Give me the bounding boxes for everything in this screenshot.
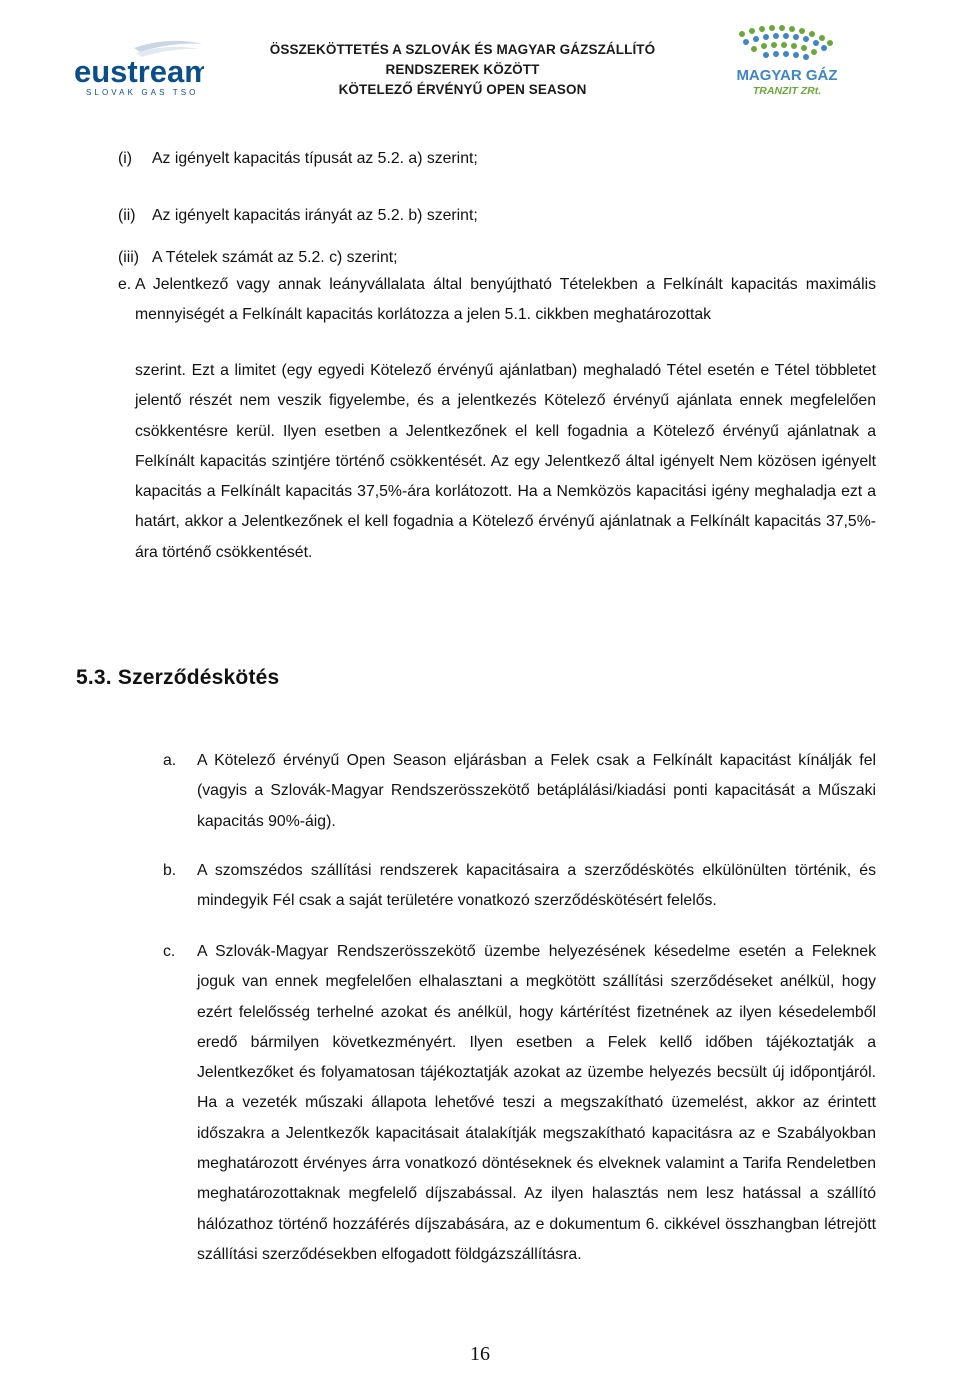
- list-item-text: A Tételek számát az 5.2. c) szerint;: [152, 249, 398, 266]
- item-e-continuation: szerint. Ezt a limitet (egy egyedi Kötelező érvényű ajánlatban) meghaladó Tétel esetén e Tétel többletet jelentő részét nem veszik figyelembe, és a jelentkezés Kötelező érvényű ajánlata ennek megfelelően csökkentésre kerül. Ilyen esetben a Jelentkezőnek el kell fogadnia a Kötelező érvényű ajánlatnak a Felkínált kapacitás szintjére történő csökkentését. Az egy Jelentkező által igényelt Nem közösen igényelt kapacitás a Felkínált kapacitás 37,5%-ára korlátozott. Ha a Nemközös kapacitási igény meghaladja ezt a határt, akkor a Jelentkezőnek el kell fogadnia a Kötelező érvényű ajánlatnak a Felkínált kapacitás 37,5%-ára történő csökkentését.: [135, 362, 876, 561]
- list-item-text: Az igényelt kapacitás típusát az 5.2. a) szerint;: [152, 150, 478, 167]
- section-item-text: A Kötelező érvényű Open Season eljárásban a Felek csak a Felkínált kapacitást kínálják fel (vagyis a Szlovák-Magyar Rendszerösszekötő betáplálási/kiadási ponti kapacitását a Műszaki kapacitás 90%-áig).: [197, 752, 876, 830]
- section-item-text: A Szlovák-Magyar Rendszerösszekötő üzembe helyezésének késedelme esetén a Feleknek joguk van ennek megfelelően elhalasztani a megkötött szállítási szerződéseket anélkül, hogy ezért felelősség terhelné azokat és anélkül, hogy kártérítést fizetnének az ilyen késedelemből eredő bármilyen következményért. Ilyen esetben a Felek kellő időben tájékoztatják a Jelentkezőket és folyamatosan tájékoztatják azokat az üzembe helyezés becsült új időpontjáról. Ha a vezeték műszaki állapota lehetővé teszi a megszakítható üzemelést, akkor az érintett időszakra a Jelentkezők kapacitásait átalakítják megszakítható kapacitásra az e Szabályokban meghatározott érvényes árra vonatkozó döntéseknek és elveknek valamint a Tarifa Rendeletben meghatározottaknak megfelelő díjszabással. Az ilyen halasztás nem lesz hatással a szállító hálózathoz történő hozzáférés díjszabására, az e dokumentum 6. cikkével összhangban létrejött szállítási szerződésekben elfogadott földgázszállításra.: [197, 943, 876, 1263]
- item-e-label: e.: [118, 276, 132, 293]
- section-item-text: A szomszédos szállítási rendszerek kapacitásaira a szerződéskötés elkülönülten történik, és mindegyik Fél csak a saját területére vonatkozó szerződéskötésért felelős.: [197, 862, 876, 910]
- page-header: [0, 0, 960, 110]
- page-number: 16: [470, 1343, 490, 1365]
- section-item-label: b.: [163, 862, 177, 879]
- list-item-label: (i): [118, 150, 133, 167]
- title-line-3: KÖTELEZŐ ÉRVÉNYŰ OPEN SEASON: [338, 82, 587, 97]
- eustream-logo-graphic: [74, 38, 204, 98]
- title-line-1: ÖSSZEKÖTTETÉS A SZLOVÁK ÉS MAGYAR GÁZSZÁLLÍTÓ: [269, 42, 656, 57]
- eustream-wordmark: eustream: [74, 54, 204, 89]
- eustream-tagline: SLOVAK GAS TSO: [86, 88, 199, 97]
- eustream-logo: [74, 38, 204, 98]
- title-line-2: RENDSZEREK KÖZÖTT: [385, 62, 540, 77]
- mgt-tagline: TRANZIT ZRt.: [752, 85, 822, 97]
- section-heading: 5.3. Szerződéskötés: [76, 666, 280, 689]
- magyar-gaz-tranzit-logo: [724, 20, 850, 100]
- mgt-logo-graphic: [724, 20, 850, 100]
- list-item-label: (iii): [118, 249, 140, 266]
- list-item-label: (ii): [118, 207, 136, 224]
- item-e-text: A Jelentkező vagy annak leányvállalata által benyújtható Tételekben a Felkínált kapacitás maximális mennyiségét a Felkínált kapacitás korlátozza a jelen 5.1. cikkben meghatározottak: [135, 276, 876, 324]
- section-item-label: a.: [163, 752, 177, 769]
- document-title: [210, 40, 715, 100]
- section-item-label: c.: [163, 943, 176, 960]
- mgt-wordmark: MAGYAR GÁZ: [736, 67, 838, 84]
- list-item-text: Az igényelt kapacitás irányát az 5.2. b) szerint;: [152, 207, 478, 224]
